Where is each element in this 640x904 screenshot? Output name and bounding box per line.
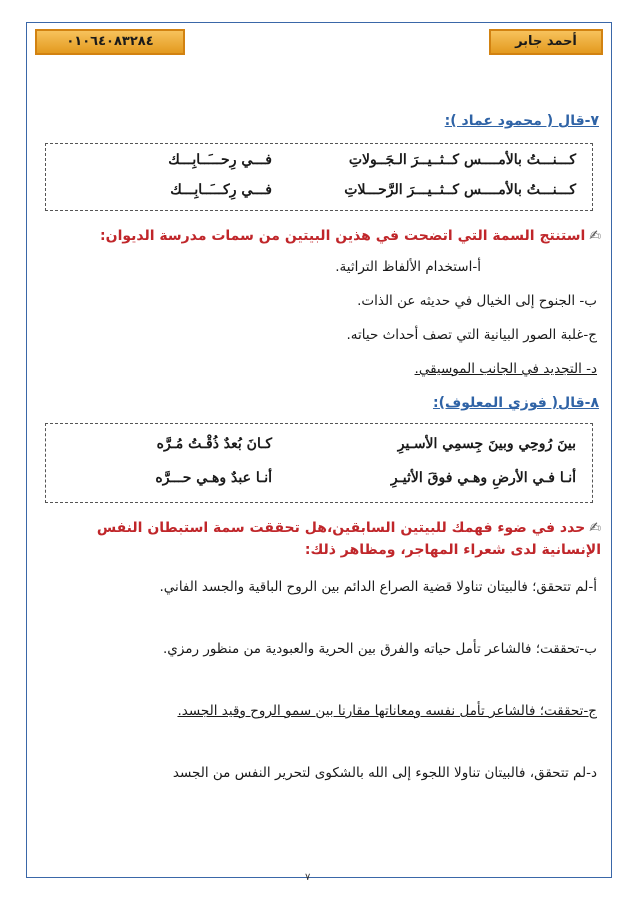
q7-verse-2-second: فـــي رِكـــَــابِـــك [170,182,272,198]
q7-verse-1-first: كـــنـــتُ بالأمــــس كــثــيــرَ الـجَــولاتِ [348,152,576,168]
q7-verse-box [45,143,593,211]
q7-option-a: أ-استخدام الألفاظ التراثية. [335,259,481,275]
q7-option-d-text: د- التجديد في الجانب الموسيقي. [414,361,597,377]
q7-prompt-text: استنتج السمة التي اتضحت في هذين البيتين من سمات مدرسة الديوان: [100,228,586,244]
q7-verse-1 [46,148,592,176]
q8-verse-2-first: أنـا فـي الأرضِ وهـي فوقَ الأثيـرِ [390,470,576,486]
q7-verse-2-first: كـــنـــتُ بالأمــــس كــثــيـــرَ الرَّحـــلاتِ [344,182,576,198]
q8-prompt-text: حدد في ضوء فهمك للبيتين السابقين،هل تحققت سمة استبطان النفس الإنسانية لدى شعراء المهاجر، ومظاهر ذلك: [96,520,601,558]
q8-heading: ٨-قال( فوزي المعلوف): [432,395,599,411]
q8-verse-2-second: أنـا عبدٌ وهـي حـــرَّه [155,470,272,486]
q8-option-c-text: ج-تحققت؛ فالشاعر تأمل نفسه ومعاناتها مقارنا بين سمو الروح وقيد الجسد. [177,703,597,719]
pencil-icon: ✍ [589,228,601,244]
q7-verse-1-second: فـــي رِحـــَــابِـــك [168,152,272,168]
q8-prompt [41,517,601,561]
q7-prompt [41,225,601,247]
q8-verse-box [45,423,593,503]
page-number: ٧ [305,872,311,883]
q8-option-b: ب-تحققت؛ فالشاعر تأمل حياته والفرق بين الحرية والعبودية من منظور رمزي. [162,641,597,657]
page-frame [26,22,612,878]
phone-tag: ٠١٠٦٤٠٨٣٢٨٤ [35,29,185,55]
q8-verse-1 [46,432,592,460]
q7-option-b: ب- الجنوح إلى الخيال في حديثه عن الذات. [357,293,597,309]
q8-option-c [41,699,597,723]
q7-option-d [41,357,597,381]
q8-verse-1-second: كـانَ بُعدٌ ذُقْـتُ مُـرَّه [156,436,272,452]
q7-option-c: ج-غلبة الصور البيانية التي تصف أحداث حياته. [346,327,597,343]
author-tag: أحمد جابر [489,29,603,55]
q7-heading: ٧-قال ( محمود عماد ): [444,113,599,129]
q8-option-a: أ-لم تتحقق؛ فالبيتان تناولا قضية الصراع الدائم بين الروح الباقية والجسد الفاني. [159,579,597,595]
q7-verse-2 [46,178,592,206]
q8-option-d: د-لم تتحقق، فالبيتان تناولا اللجوء إلى الله بالشكوى لتحرير النفس من الجسد [172,765,597,781]
q8-verse-2 [46,466,592,494]
q8-verse-1-first: بينَ رُوحِي وبينَ جِسمِي الأسـيرِ [397,436,576,452]
pencil-icon: ✍ [589,520,601,536]
